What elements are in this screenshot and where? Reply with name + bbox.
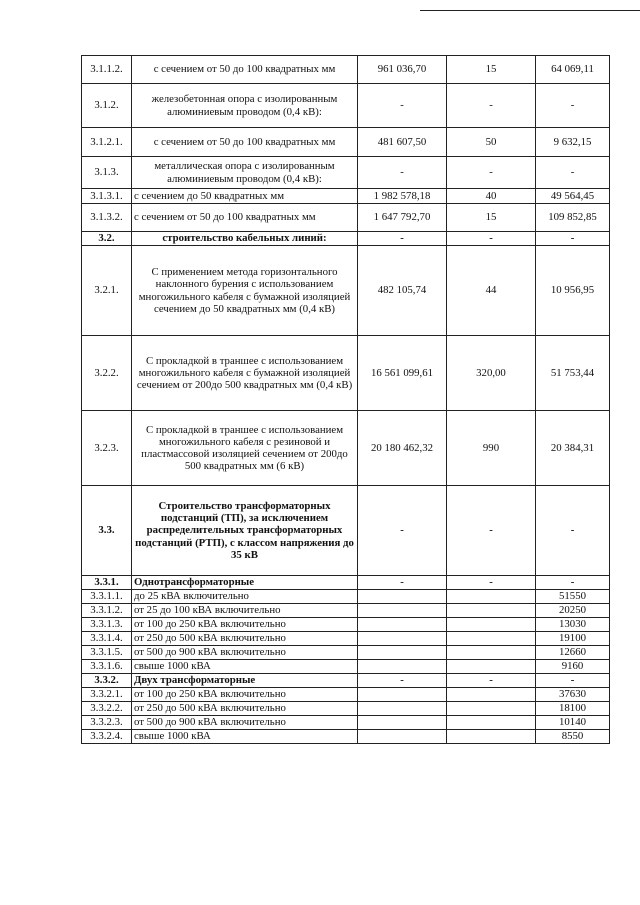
row-length: [447, 702, 536, 716]
row-rate: -: [536, 576, 610, 590]
table-row: [82, 486, 610, 576]
row-description: от 25 до 100 кВА включительно: [132, 604, 358, 618]
row-description: до 25 кВА включительно: [132, 590, 358, 604]
row-length: [447, 716, 536, 730]
row-rate: 109 852,85: [536, 204, 610, 232]
row-length: 44: [447, 246, 536, 336]
row-rate: -: [536, 157, 610, 189]
row-rate: 51550: [536, 590, 610, 604]
row-rate: -: [536, 674, 610, 688]
row-description: с сечением от 50 до 100 квадратных мм: [132, 56, 358, 84]
tariff-table-body: [82, 56, 610, 744]
row-rate: 19100: [536, 632, 610, 646]
row-number: 3.3.2.2.: [82, 702, 132, 716]
row-description: железобетонная опора с изолированным алюминиевым проводом (0,4 кВ):: [132, 84, 358, 128]
row-cost: -: [358, 674, 447, 688]
row-length: [447, 688, 536, 702]
row-length: -: [447, 486, 536, 576]
row-number: 3.3.2.1.: [82, 688, 132, 702]
row-rate: 8550: [536, 730, 610, 744]
row-rate: 51 753,44: [536, 336, 610, 411]
table-row: [82, 84, 610, 128]
row-description: от 250 до 500 кВА включительно: [132, 632, 358, 646]
row-length: -: [447, 84, 536, 128]
row-number: 3.1.3.: [82, 157, 132, 189]
row-length: [447, 660, 536, 674]
row-rate: -: [536, 84, 610, 128]
row-number: 3.3.2.3.: [82, 716, 132, 730]
row-number: 3.1.2.1.: [82, 128, 132, 157]
row-rate: 9 632,15: [536, 128, 610, 157]
row-cost: [358, 716, 447, 730]
row-length: [447, 604, 536, 618]
row-rate: 9160: [536, 660, 610, 674]
table-row: [82, 604, 610, 618]
row-cost: -: [358, 232, 447, 246]
table-row: [82, 128, 610, 157]
table-row: [82, 56, 610, 84]
row-description: свыше 1000 кВА: [132, 660, 358, 674]
table-row: [82, 646, 610, 660]
row-cost: 482 105,74: [358, 246, 447, 336]
row-cost: -: [358, 576, 447, 590]
row-cost: [358, 702, 447, 716]
row-cost: -: [358, 486, 447, 576]
table-row: [82, 716, 610, 730]
row-description: С прокладкой в траншее с использованием многожильного кабеля с бумажной изоляцией сечением от 200до 500 квадратных мм (0,4 кВ): [132, 336, 358, 411]
header-rule: [420, 10, 640, 11]
table-row: [82, 204, 610, 232]
row-number: 3.3.2.: [82, 674, 132, 688]
row-length: 15: [447, 56, 536, 84]
row-length: [447, 590, 536, 604]
row-number: 3.1.2.: [82, 84, 132, 128]
row-rate: 49 564,45: [536, 189, 610, 204]
row-cost: [358, 646, 447, 660]
table-row: [82, 674, 610, 688]
row-number: 3.3.1.6.: [82, 660, 132, 674]
table-row: [82, 246, 610, 336]
row-rate: 10 956,95: [536, 246, 610, 336]
row-cost: -: [358, 84, 447, 128]
row-cost: 16 561 099,61: [358, 336, 447, 411]
row-length: -: [447, 232, 536, 246]
row-rate: 64 069,11: [536, 56, 610, 84]
tariff-table: [81, 55, 610, 744]
row-cost: 961 036,70: [358, 56, 447, 84]
row-rate: 18100: [536, 702, 610, 716]
row-description: Строительство трансформаторных подстанций (ТП), за исключением распределительных трансформаторных подстанций (РТП), с классом напряжения до 35 кВ: [132, 486, 358, 576]
row-cost: [358, 632, 447, 646]
row-description: С прокладкой в траншее с использованием многожильного кабеля с резиновой и пластмассовой изоляцией сечением от 200до 500 квадратных мм (6 кВ): [132, 411, 358, 486]
row-description: Двух трансформаторные: [132, 674, 358, 688]
row-rate: 20250: [536, 604, 610, 618]
row-description: свыше 1000 кВА: [132, 730, 358, 744]
table-row: [82, 411, 610, 486]
row-description: С применением метода горизонтального наклонного бурения с использованием многожильного кабеля с бумажной изоляцией сечением до 50 квадратных мм (0,4 кВ): [132, 246, 358, 336]
row-description: с сечением до 50 квадратных мм: [132, 189, 358, 204]
row-length: -: [447, 157, 536, 189]
table-row: [82, 576, 610, 590]
row-cost: 1 982 578,18: [358, 189, 447, 204]
row-description: с сечением от 50 до 100 квадратных мм: [132, 204, 358, 232]
row-length: [447, 618, 536, 632]
row-description: от 100 до 250 кВА включительно: [132, 688, 358, 702]
row-number: 3.3.1.3.: [82, 618, 132, 632]
row-cost: [358, 730, 447, 744]
row-length: -: [447, 674, 536, 688]
row-number: 3.3.1.: [82, 576, 132, 590]
row-length: [447, 646, 536, 660]
row-length: 40: [447, 189, 536, 204]
row-description: от 500 до 900 кВА включительно: [132, 646, 358, 660]
table-row: [82, 688, 610, 702]
table-row: [82, 189, 610, 204]
row-cost: 1 647 792,70: [358, 204, 447, 232]
row-length: [447, 632, 536, 646]
row-description: с сечением от 50 до 100 квадратных мм: [132, 128, 358, 157]
table-row: [82, 702, 610, 716]
row-number: 3.1.3.2.: [82, 204, 132, 232]
row-cost: [358, 618, 447, 632]
table-row: [82, 590, 610, 604]
row-description: от 500 до 900 кВА включительно: [132, 716, 358, 730]
table-row: [82, 632, 610, 646]
table-row: [82, 336, 610, 411]
row-number: 3.2.1.: [82, 246, 132, 336]
row-number: 3.3.1.5.: [82, 646, 132, 660]
row-description: от 250 до 500 кВА включительно: [132, 702, 358, 716]
row-rate: -: [536, 486, 610, 576]
row-number: 3.3.: [82, 486, 132, 576]
row-cost: [358, 604, 447, 618]
row-cost: [358, 688, 447, 702]
row-number: 3.3.1.2.: [82, 604, 132, 618]
row-length: 320,00: [447, 336, 536, 411]
row-number: 3.1.1.2.: [82, 56, 132, 84]
row-cost: [358, 660, 447, 674]
table-row: [82, 730, 610, 744]
row-cost: -: [358, 157, 447, 189]
row-number: 3.1.3.1.: [82, 189, 132, 204]
row-description: Однотрансформаторные: [132, 576, 358, 590]
row-number: 3.3.1.4.: [82, 632, 132, 646]
table-row: [82, 232, 610, 246]
row-cost: [358, 590, 447, 604]
row-rate: 20 384,31: [536, 411, 610, 486]
row-rate: -: [536, 232, 610, 246]
row-rate: 10140: [536, 716, 610, 730]
row-description: строительство кабельных линий:: [132, 232, 358, 246]
row-description: металлическая опора с изолированным алюминиевым проводом (0,4 кВ):: [132, 157, 358, 189]
row-length: 15: [447, 204, 536, 232]
row-number: 3.2.3.: [82, 411, 132, 486]
row-rate: 12660: [536, 646, 610, 660]
row-length: -: [447, 576, 536, 590]
row-description: от 100 до 250 кВА включительно: [132, 618, 358, 632]
table-row: [82, 660, 610, 674]
row-rate: 37630: [536, 688, 610, 702]
row-cost: 481 607,50: [358, 128, 447, 157]
row-length: 50: [447, 128, 536, 157]
row-number: 3.3.1.1.: [82, 590, 132, 604]
row-length: [447, 730, 536, 744]
row-number: 3.2.2.: [82, 336, 132, 411]
table-row: [82, 618, 610, 632]
table-row: [82, 157, 610, 189]
row-rate: 13030: [536, 618, 610, 632]
row-cost: 20 180 462,32: [358, 411, 447, 486]
row-number: 3.3.2.4.: [82, 730, 132, 744]
row-number: 3.2.: [82, 232, 132, 246]
row-length: 990: [447, 411, 536, 486]
